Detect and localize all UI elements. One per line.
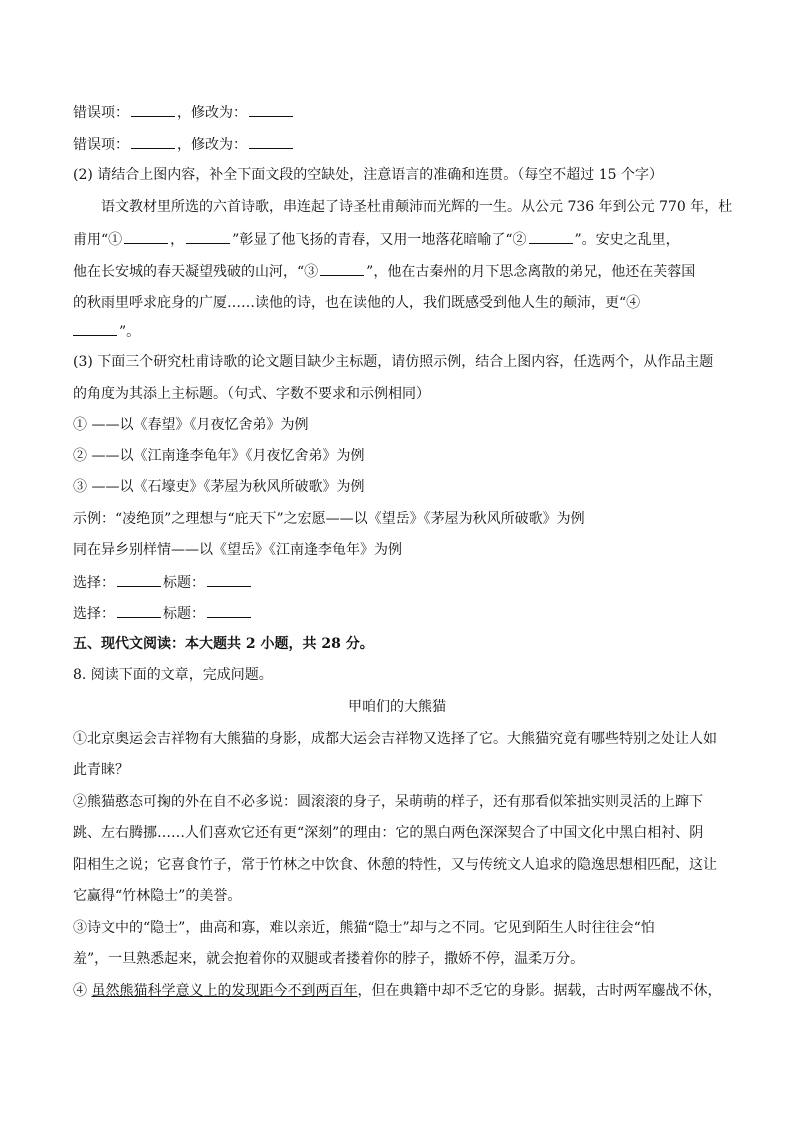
q3-select-line-1 bbox=[73, 572, 723, 592]
title-label: 标题： bbox=[163, 575, 205, 591]
error-item-label: 错误项： bbox=[73, 137, 129, 153]
answer-blank[interactable] bbox=[249, 134, 293, 149]
answer-blank[interactable] bbox=[73, 321, 117, 336]
q3-example-line-1: 示例：“凌绝顶”之理想与“庇天下”之宏愿——以《望岳》《茅屋为秋风所破歌》为例 bbox=[73, 511, 585, 527]
answer-blank[interactable] bbox=[529, 229, 573, 244]
revise-label: ，修改为： bbox=[177, 105, 247, 121]
q3-item-1: ① ——以《春望》《月夜忆舍弟》为例 bbox=[73, 417, 309, 433]
article-line: 跳、左右腾挪……人们喜欢它还有更“深刻”的理由：它的黑白两色深深契合了中国文化中黑白相衬、阴 bbox=[73, 825, 704, 841]
title-label: 标题： bbox=[163, 606, 205, 622]
answer-blank[interactable] bbox=[186, 229, 230, 244]
text-segment: ”。安史之乱里， bbox=[574, 232, 680, 248]
article-line: 此青睐？ bbox=[73, 762, 129, 778]
article-line: ③诗文中的“隐士”，曲高和寡，难以亲近，熊猫“隐士”却与之不同。它见到陌生人时往往会“怕 bbox=[73, 920, 655, 936]
answer-blank[interactable] bbox=[207, 603, 251, 618]
revise-label: ，修改为： bbox=[177, 137, 247, 153]
text-segment: ”彰显了他飞扬的青春，又用一地落花暗喻了“② bbox=[232, 232, 527, 248]
q3-example-line-2: 同在异乡别样情——以《望岳》《江南逢李龟年》为例 bbox=[73, 542, 402, 558]
q8-prompt: 8. 阅读下面的文章，完成问题。 bbox=[73, 667, 273, 683]
q2-paragraph-line bbox=[73, 321, 723, 341]
answer-blank[interactable] bbox=[131, 134, 175, 149]
underlined-sentence: 虽然熊猫科学意义上的发现距今不到两百年 bbox=[91, 983, 358, 999]
answer-blank[interactable] bbox=[124, 229, 168, 244]
article-title: 甲咱们的大熊猫 bbox=[348, 699, 446, 715]
section-heading: 五、现代文阅读：本大题共 2 小题，共 28 分。 bbox=[73, 636, 374, 652]
answer-blank[interactable] bbox=[117, 603, 161, 618]
article-line: 它赢得“竹林隐士”的美誉。 bbox=[73, 888, 242, 904]
error-line-1 bbox=[73, 102, 723, 122]
q3-prompt-line-1: (3) 下面三个研究杜甫诗歌的论文题目缺少主标题，请仿照示例，结合上图内容，任选两个，从作品主题 bbox=[73, 354, 714, 370]
answer-blank[interactable] bbox=[117, 572, 161, 587]
select-label: 选择： bbox=[73, 606, 115, 622]
answer-blank[interactable] bbox=[249, 102, 293, 117]
q2-paragraph-line: 语文教材里所选的六首诗歌，串连起了诗圣杜甫颠沛而光辉的一生。从公元 736 年到公元 770 年，杜 bbox=[101, 199, 733, 215]
q2-paragraph-line bbox=[73, 261, 723, 281]
text-segment: ， bbox=[170, 232, 185, 248]
q2-prompt: (2) 请结合上图内容，补全下面文段的空缺处，注意语言的准确和连贯。（每空不超过 15 个字） bbox=[73, 167, 663, 183]
paragraph-number: ④ bbox=[73, 983, 92, 999]
answer-blank[interactable] bbox=[320, 261, 364, 276]
q3-select-line-2 bbox=[73, 603, 723, 623]
error-item-label: 错误项： bbox=[73, 105, 129, 121]
q3-item-2: ② ——以《江南逢李龟年》《月夜忆舍弟》为例 bbox=[73, 448, 365, 464]
text-segment: ”。 bbox=[119, 324, 141, 340]
text-segment: 甫用“① bbox=[73, 232, 123, 248]
article-line: ②熊猫憨态可掬的外在自不必多说：圆滚滚的身子，呆萌萌的样子，还有那看似笨拙实则灵活的上蹿下 bbox=[73, 794, 703, 810]
article-line: ①北京奥运会吉祥物有大熊猫的身影，成都大运会吉祥物又选择了它。大熊猫究竟有哪些特别之处让人如 bbox=[73, 731, 717, 747]
article-line bbox=[73, 981, 723, 1001]
article-line: 阳相生之说；它喜食竹子，常于竹林之中饮食、休憩的特性，又与传统文人追求的隐逸思想相匹配，这让 bbox=[73, 857, 717, 873]
select-label: 选择： bbox=[73, 575, 115, 591]
answer-blank[interactable] bbox=[207, 572, 251, 587]
q2-paragraph-line bbox=[73, 229, 723, 249]
answer-blank[interactable] bbox=[131, 102, 175, 117]
article-line: 羞”，一旦熟悉起来，就会抱着你的双腿或者搂着你的脖子，撒娇不停，温柔万分。 bbox=[73, 951, 585, 967]
q3-item-3: ③ ——以《石壕吏》《茅屋为秋风所破歌》为例 bbox=[73, 479, 365, 495]
text-segment: 他在长安城的春天凝望残破的山河，“③ bbox=[73, 264, 319, 280]
error-line-2 bbox=[73, 134, 723, 154]
text-segment: ，但在典籍中却不乏它的身影。据载，古时两军鏖战不休， bbox=[357, 983, 722, 999]
q3-prompt-line-2: 的角度为其添上主标题。（句式、字数不要求和示例相同） bbox=[73, 386, 430, 402]
q2-paragraph-line: 的秋雨里呼求庇身的广厦……读他的诗，也在读他的人，我们既感受到他人生的颠沛，更“④ bbox=[73, 295, 641, 311]
text-segment: ”，他在古秦州的月下思念离散的弟兄，他还在芙蓉国 bbox=[366, 264, 696, 280]
